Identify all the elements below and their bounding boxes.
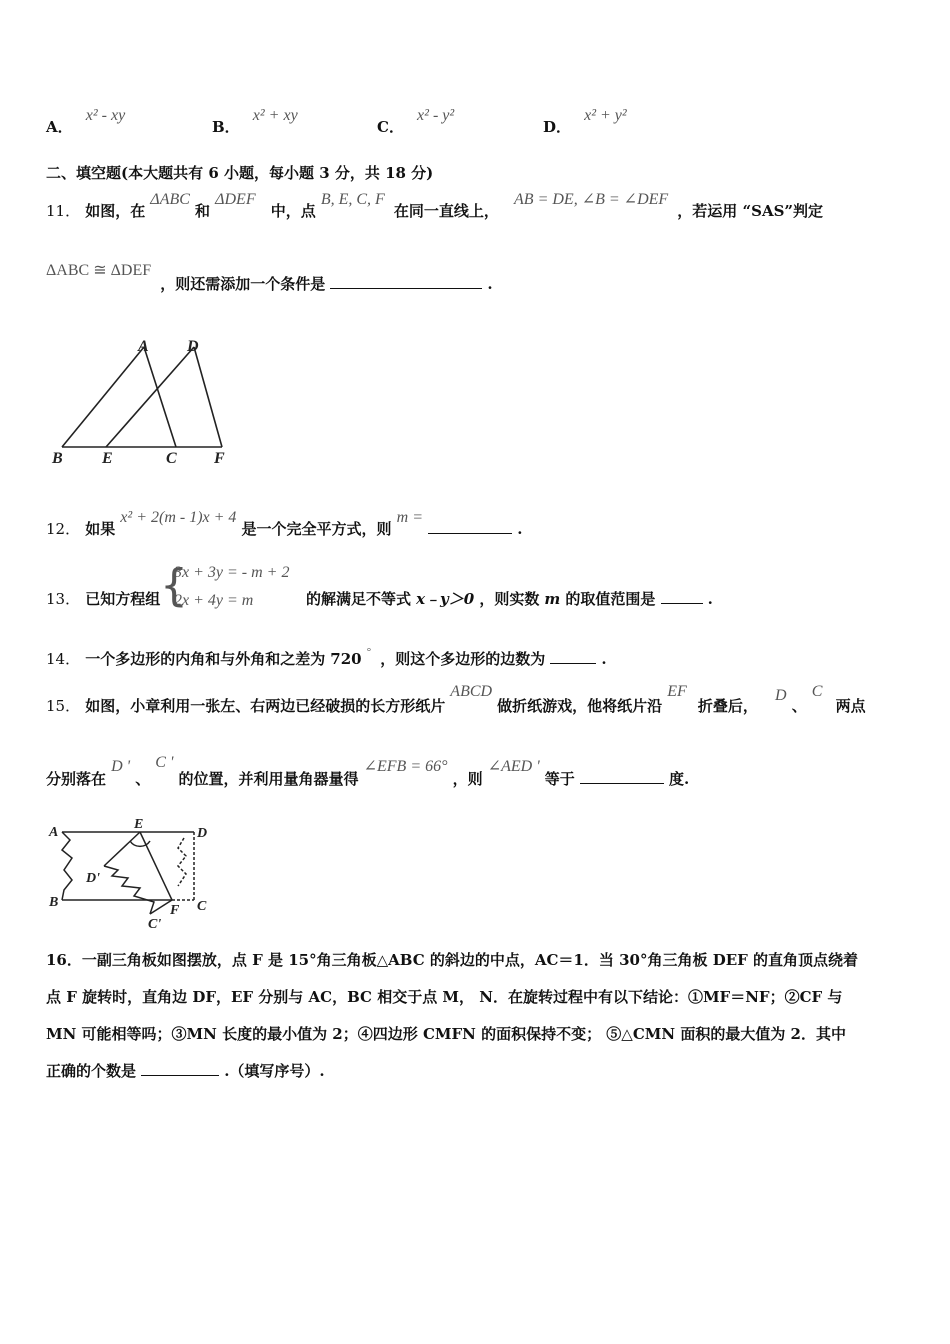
q11-math2: ΔDEF <box>215 191 256 208</box>
fig15-label-a: A <box>49 825 59 840</box>
torn-left-edge <box>62 832 72 900</box>
q13-equation-2: 2x + 4y = m <box>174 592 254 609</box>
q16-line3: MN 可能相等吗；③MN 长度的最小值为 2；④四边形 CMFN 的面积保持不变； ⑤△CMN 面积的最大值为 2．其中 <box>46 1025 846 1043</box>
q11-text2: 和 <box>195 202 211 220</box>
q15-text1: 如图，小章利用一张左、右两边已经破损的长方形纸片 <box>85 697 446 715</box>
line-df <box>194 347 222 447</box>
q14-answer-blank[interactable] <box>550 649 596 664</box>
option-d <box>543 104 627 136</box>
line-ed <box>106 347 194 447</box>
fig15-label-c-prime: C' <box>148 917 162 932</box>
section-title: 二、填空题(本大题共有 6 小题，每小题 3 分，共 18 分) <box>46 164 434 182</box>
q15-math6: C ' <box>155 754 174 771</box>
q13-text1: 已知方程组 <box>85 590 161 608</box>
q12-text1: 如果 <box>85 520 116 538</box>
question-11-line1 <box>46 188 824 220</box>
q15-text5: 分别落在 <box>46 770 107 788</box>
option-b <box>212 104 298 136</box>
fig15-label-f: F <box>170 903 180 918</box>
figure-15-folded-paper <box>44 814 224 932</box>
fig11-label-c: C <box>166 450 177 467</box>
q15-text2: 做折纸游戏，他将纸片沿 <box>497 697 663 715</box>
line-ab <box>62 347 144 447</box>
option-c-label: C． <box>377 118 404 136</box>
fig11-label-a: A <box>138 338 149 355</box>
fig11-label-d: D <box>187 338 199 355</box>
fig11-label-f: F <box>214 450 225 467</box>
q14-text2: ，则这个多边形的边数为 <box>380 650 546 668</box>
q16-line4-text2: .（填写序号）. <box>224 1062 325 1080</box>
q13-number: 13． <box>46 590 81 608</box>
q14-math1: 720 <box>330 650 362 668</box>
fig15-label-c: C <box>197 899 207 914</box>
option-c <box>377 104 455 136</box>
q15-math2: EF <box>667 683 687 700</box>
option-d-label: D． <box>543 118 572 136</box>
q11-math5: ΔABC ≅ ΔDEF <box>46 262 152 279</box>
q16-line1: 16．一副三角板如图摆放，点 F 是 15°角三角板△ABC 的斜边的中点，AC＝1．当 30°角三角板 DEF 的直角顶点绕着 <box>46 951 859 969</box>
option-a-label: A． <box>46 118 73 136</box>
q15-number: 15． <box>46 697 81 715</box>
option-b-label: B． <box>212 118 240 136</box>
edge-ed-prime <box>104 832 140 866</box>
q11-answer-blank[interactable] <box>330 274 482 289</box>
q15-math4: C <box>811 683 823 700</box>
q13-text4: 的取值范围是 <box>565 590 656 608</box>
question-13-suffix <box>306 588 713 609</box>
q11-text5: ，若运用 “SAS”判定 <box>677 202 824 220</box>
option-d-expr: x² + y² <box>584 107 627 124</box>
q13-text3: ，则实数 <box>479 590 540 608</box>
q16-line4-text1: 正确的个数是 <box>46 1062 137 1080</box>
q15-sep2: 、 <box>135 770 151 788</box>
q12-math1: x² + 2(m - 1)x + 4 <box>120 509 237 526</box>
q13-text2: 的解满足不等式 <box>306 590 412 608</box>
question-15-line1 <box>46 680 866 715</box>
q15-text4: 两点 <box>835 697 866 715</box>
q13-math2: m <box>544 590 561 608</box>
q15-math5: D ' <box>111 758 131 775</box>
option-b-expr: x² + xy <box>252 107 298 124</box>
q15-text3: 折叠后， <box>697 697 758 715</box>
q12-number: 12． <box>46 520 81 538</box>
q15-math1: ABCD <box>450 683 493 700</box>
q15-text9: 度. <box>668 770 690 788</box>
fold-line-ef <box>140 832 172 900</box>
q11-number: 11． <box>46 202 81 220</box>
q16-line4 <box>46 1060 325 1081</box>
q11-text6: ，则还需添加一个条件是 <box>160 275 326 293</box>
q15-math7: ∠EFB = 66° <box>363 758 448 775</box>
q12-text2: 是一个完全平方式，则 <box>241 520 392 538</box>
q13-math1: x﹣y＞0 <box>416 590 475 608</box>
fig11-label-e: E <box>102 450 113 467</box>
question-14 <box>46 648 607 669</box>
option-c-expr: x² - y² <box>417 107 455 124</box>
q16-answer-blank[interactable] <box>141 1061 219 1076</box>
q11-math3: B, E, C, F <box>320 191 385 208</box>
q15-math8: ∠AED ' <box>487 758 540 775</box>
fig11-label-b: B <box>52 450 63 467</box>
q15-sep1: 、 <box>791 697 807 715</box>
q12-answer-blank[interactable] <box>428 519 512 534</box>
question-11-line2 <box>46 259 493 293</box>
q13-answer-blank[interactable] <box>661 589 703 604</box>
q14-number: 14． <box>46 650 81 668</box>
line-ac <box>144 347 176 447</box>
q13-text5: . <box>707 590 713 608</box>
q14-text3: . <box>601 650 607 668</box>
q12-math2: m = <box>396 509 423 526</box>
fig15-label-e: E <box>134 817 144 832</box>
question-15-line2 <box>46 754 690 788</box>
q14-degree: ° <box>366 646 372 658</box>
q15-text8: 等于 <box>544 770 575 788</box>
fig15-label-b: B <box>49 895 59 910</box>
fig15-label-d-prime: D' <box>86 871 100 886</box>
q11-text3: 中，点 <box>270 202 316 220</box>
torn-folded-edge <box>104 866 154 914</box>
q11-text4: 在同一直线上， <box>393 202 499 220</box>
q13-equation-1: 3x + 3y = - m + 2 <box>174 564 290 581</box>
q11-text7: . <box>487 275 493 293</box>
question-13-prefix <box>46 588 160 609</box>
option-a <box>46 104 126 136</box>
question-12 <box>46 506 523 538</box>
q13-system-brace: { <box>160 560 188 611</box>
figure-11-triangles <box>44 332 244 472</box>
q15-text7: ，则 <box>452 770 483 788</box>
q15-text6: 的位置，并利用量角器量得 <box>178 770 359 788</box>
option-a-expr: x² - xy <box>85 107 126 124</box>
q11-math4: AB = DE, ∠B = ∠DEF <box>514 191 669 208</box>
torn-right-dashed <box>178 838 186 886</box>
q11-math1: ΔABC <box>150 191 190 208</box>
q15-math3: D <box>775 687 787 704</box>
q14-text1: 一个多边形的内角和与外角和之差为 <box>85 650 326 668</box>
fig15-label-d: D <box>197 826 208 841</box>
q11-text1: 如图，在 <box>85 202 146 220</box>
q12-text3: . <box>517 520 523 538</box>
q15-answer-blank[interactable] <box>580 769 664 784</box>
q16-line2: 点 F 旋转时，直角边 DF，EF 分别与 AC，BC 相交于点 M， N．在旋转过程中有以下结论：①MF＝NF；②CF 与 <box>46 988 843 1006</box>
